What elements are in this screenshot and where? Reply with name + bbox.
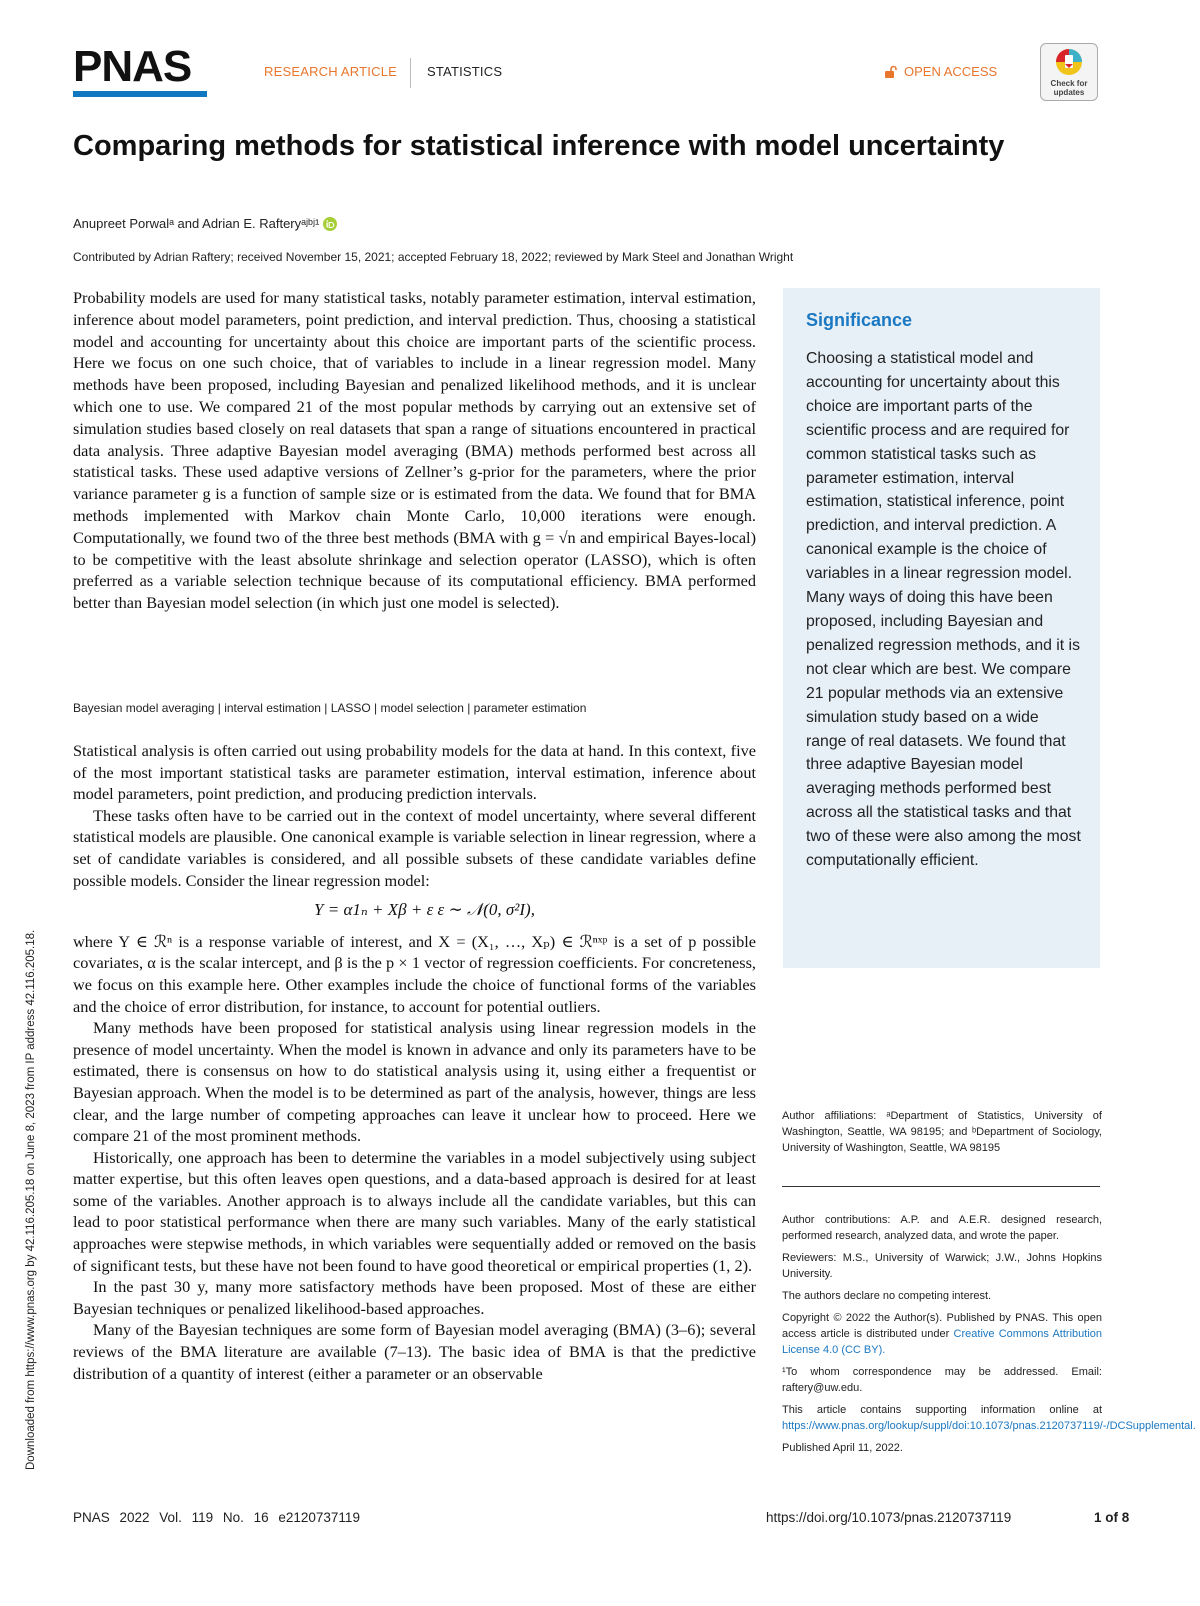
side-divider bbox=[782, 1186, 1100, 1187]
body-paragraph: Historically, one approach has been to determine the variables in a model subjectively using subject matter expertise, but this often leaves open questions, and a data-based approach is desired for at least some of the variables. Another approach is to always include all the candidate variables, but this can lead to poor statistical performance when there are many such variables. Many of the early statistical approaches were stepwise methods, in which variables were sequentially added or removed on the basis of significant tests, but these have not been found to have good theoretical or empirical properties (1, 2). bbox=[73, 1147, 756, 1275]
open-access-label: OPEN ACCESS bbox=[904, 64, 998, 79]
abstract: Probability models are used for many statistical tasks, notably parameter estimation, interval estimation, inference about model parameters, point prediction, and interval prediction. Thus, choosing a statistical model and accounting for uncertainty about this choice are important parts of the scientific process. Here we focus on one such choice, that of variables to include in a linear regression model. Many methods have been proposed, including Bayesian and penalized likelihood methods, and it is unclear which one to use. We compared 21 of the most popular methods by carrying out an extensive set of simulation studies based closely on real datasets that span a range of situations encountered in practical data analysis. Three adaptive Bayesian model averaging (BMA) methods performed best across all statistical tasks. These used adaptive versions of Zellner’s g-prior for the parameters, where the prior variance parameter g is a function of sample size or is estimated from the data. We found that for BMA methods implemented with Markov chain Monte Carlo, 10,000 iterations were enough. Computationally, we found two of the three best methods (BMA with g = √n and empirical Bayes-local) to be competitive with the least absolute shrinkage and selection operator (LASSO), which is often preferred as a variable selection technique because of its computational efficiency. BMA performed better than Bayesian model selection (in which just one model is selected). bbox=[73, 288, 756, 613]
article-title: Comparing methods for statistical inference with model uncertainty bbox=[73, 130, 1005, 162]
competing-interest: The authors declare no competing interest. bbox=[782, 1290, 992, 1302]
header-divider bbox=[410, 58, 411, 88]
logo-bar bbox=[73, 91, 207, 97]
section-label[interactable]: RESEARCH ARTICLE bbox=[264, 64, 397, 79]
copyright-note bbox=[782, 1310, 1102, 1358]
supporting-info-note bbox=[782, 1402, 1196, 1434]
open-lock-icon bbox=[884, 65, 898, 79]
download-watermark: Downloaded from https://www.pnas.org by 42.116.205.18 on June 8, 2023 from IP address 42.116.205.18. bbox=[25, 929, 37, 1470]
supporting-link[interactable]: https://www.pnas.org/lookup/suppl/doi:10.1073/pnas.2120737119/-/DCSupplemental. bbox=[782, 1420, 1196, 1432]
side-notes bbox=[782, 1212, 1196, 1462]
reviewers-note: Reviewers: M.S., University of Warwick; J.W., Johns Hopkins University. bbox=[782, 1252, 1102, 1280]
footer-doi-link[interactable]: https://doi.org/10.1073/pnas.2120737119 bbox=[766, 1510, 1012, 1525]
crossmark-button[interactable] bbox=[1040, 43, 1098, 101]
supporting-text: This article contains supporting information online at bbox=[782, 1404, 1102, 1416]
author-contributions: Author contributions: A.P. and A.E.R. designed research, performed research, analyzed data, and wrote the paper. bbox=[782, 1214, 1102, 1242]
published-date: Published April 11, 2022. bbox=[782, 1442, 903, 1454]
author-line bbox=[73, 216, 337, 231]
orcid-icon[interactable] bbox=[323, 217, 337, 231]
subject-label[interactable]: STATISTICS bbox=[427, 64, 503, 79]
significance-box bbox=[783, 288, 1100, 968]
regression-equation: Y = α1ₙ + Xβ + ε ε ∼ 𝒩(0, σ²I), bbox=[314, 900, 535, 920]
license-link[interactable]: Creative Commons Attribution License 4.0 (CC BY). bbox=[782, 1328, 1103, 1356]
correspondence-note: ¹To whom correspondence may be addressed. Email: raftery@uw.edu. bbox=[782, 1366, 1102, 1394]
pnas-logo[interactable] bbox=[73, 42, 207, 97]
author-names[interactable]: Anupreet Porwalᵃ and Adrian E. Rafteryᵃʲᵇʲ¹ bbox=[73, 216, 320, 231]
significance-text: Choosing a statistical model and accounting for uncertainty about this choice are important parts of the scientific process and are required for common statistical tasks such as parameter estimation, interval estimation, statistical inference, point prediction, and interval prediction. A canonical example is the choice of variables in a linear regression model. Many ways of doing this have been proposed, including Bayesian and penalized regression methods, and it is not clear which are best. We compare 21 popular methods via an extensive simulation study based on a wide range of real datasets. We found that three adaptive Bayesian model averaging methods performed best across all the statistical tasks and that two of these were also among the most computationally efficient. bbox=[806, 350, 1081, 870]
body-text bbox=[73, 740, 756, 1384]
body-paragraph: Many of the Bayesian techniques are some form of Bayesian model averaging (BMA) (3–6); several reviews of the BMA literature are available (7–13). The basic idea of BMA is that the predictive distribution of a quantity of interest (either a parameter or an observable bbox=[73, 1320, 756, 1383]
body-paragraph: Statistical analysis is often carried out using probability models for the data at hand. In this context, five of the most important statistical tasks are parameter estimation, interval estimation, inference about model parameters, point prediction, and producing prediction intervals. bbox=[73, 741, 756, 804]
footer-citation: PNAS 2022 Vol. 119 No. 16 e2120737119 bbox=[73, 1510, 360, 1525]
crossmark-label: Check for updates bbox=[1050, 79, 1088, 97]
page-number: 1 of 8 bbox=[1094, 1510, 1130, 1525]
keywords: Bayesian model averaging | interval estimation | LASSO | model selection | parameter estimation bbox=[73, 701, 587, 715]
body-paragraph: where Y ∈ ℛⁿ is a response variable of interest, and X = (X₁, …, Xₚ) ∈ ℛⁿˣᵖ is a set of p possible covariates, α is the scalar intercept, and β is the p × 1 vector of regression coefficients. For concreteness, we focus on this example here. Other examples include the choice of functional forms of the variables and the choice of error distribution, for instance, to account for potential outliers. bbox=[73, 931, 756, 1016]
body-paragraph: Many methods have been proposed for statistical analysis using linear regression models in the presence of model uncertainty. When the model is known in advance and only its parameters have to be estimated, there is consensus on how to do statistical analysis using it, using either a frequentist or Bayesian approach. When the model is to be determined as part of the analysis, however, things are less clear, and the large number of competing approaches can leave it unclear how to proceed. Here we compare 21 of the most prominent methods. bbox=[73, 1018, 756, 1146]
logo-text: PNAS bbox=[73, 42, 192, 91]
body-paragraph: These tasks often have to be carried out in the context of model uncertainty, where several different statistical models are plausible. One canonical example is variable selection in linear regression, where a set of candidate variables is considered, and all possible subsets of these candidate variables define possible models. Consider the linear regression model: bbox=[73, 805, 756, 890]
crossmark-icon bbox=[1054, 47, 1084, 77]
author-affiliations: Author affiliations: ᵃDepartment of Statistics, University of Washington, Seattle, WA 98195; and ᵇDepartment of Sociology, University of Washington, Seattle, WA 98195 bbox=[782, 1110, 1102, 1154]
contribution-line: Contributed by Adrian Raftery; received November 15, 2021; accepted February 18, 2022; reviewed by Mark Steel and Jonathan Wright bbox=[73, 250, 794, 264]
copyright-text: Copyright © 2022 the Author(s). Published by PNAS. This open access article is distributed under bbox=[782, 1312, 1102, 1340]
significance-title: Significance bbox=[806, 310, 913, 330]
open-access-badge[interactable] bbox=[884, 64, 997, 79]
body-paragraph: In the past 30 y, many more satisfactory methods have been proposed. Most of these are either Bayesian techniques or penalized likelihood-based approaches. bbox=[73, 1277, 756, 1318]
